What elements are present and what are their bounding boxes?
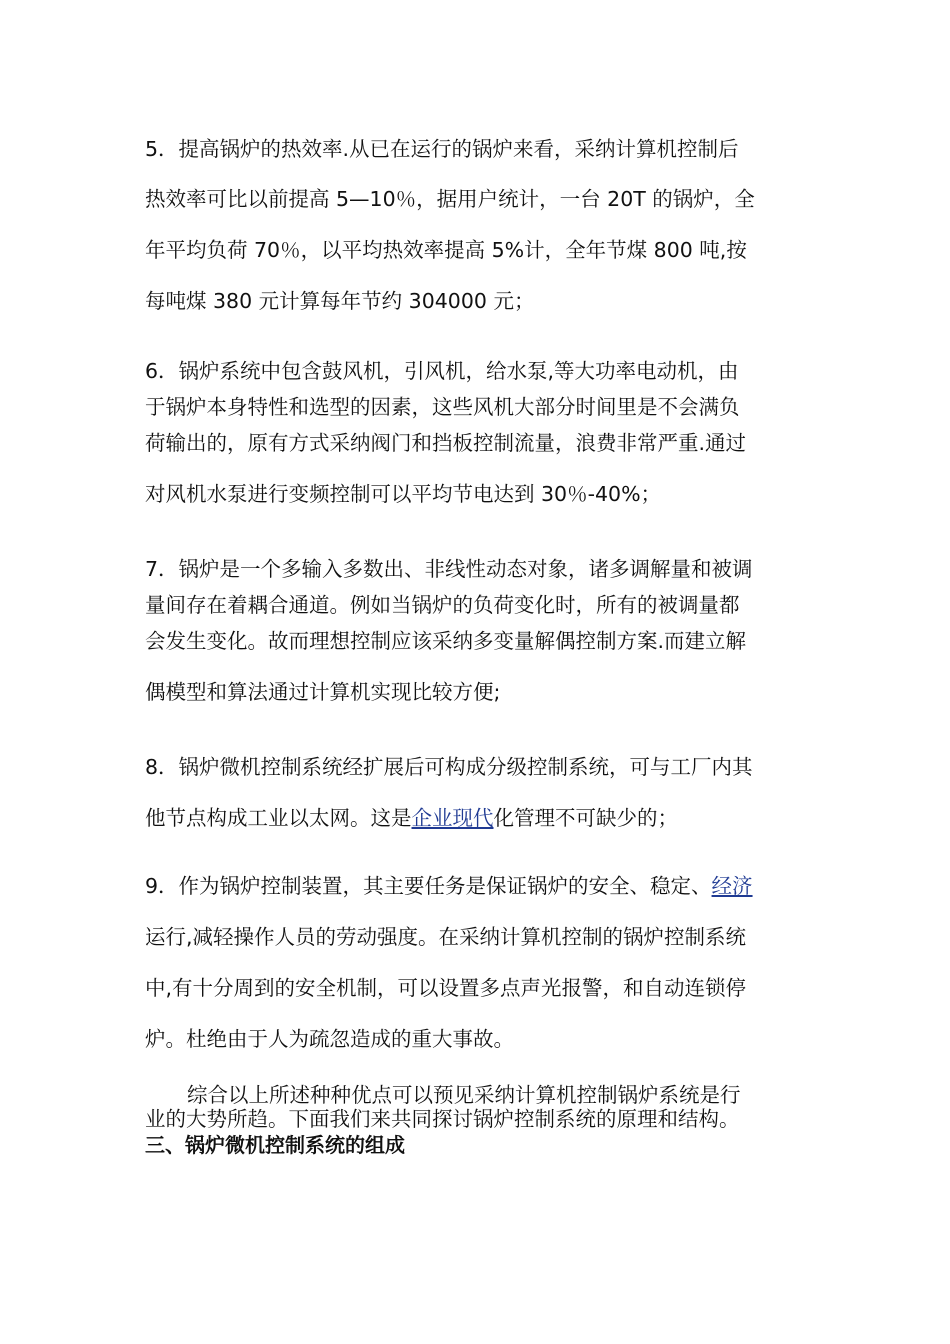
summary-line: 综合以上所述种种优点可以预见采纳计算机控制锅炉系统是行 [187,1083,741,1107]
paragraph-line: 每吨煤 380 元计算每年节约 304000 元； [145,289,535,313]
paragraph-line: 偶模型和算法通过计算机实现比较方便; [145,680,501,704]
paragraph-item-9 [145,874,810,1051]
paragraph-line: 对风机水泵进行变频控制可以平均节电达到 30％-40%； [145,482,662,506]
paragraph-line [145,874,810,898]
paragraph-line: 运行,减轻操作人员的劳动强度。在采纳计算机控制的锅炉控制系统 [145,925,747,949]
paragraph-item-8 [145,755,810,830]
paragraph-line: 7．锅炉是一个多输入多数出、非线性动态对象，诸多调解量和被调 [145,557,753,581]
section-heading: 三、锅炉微机控制系统的组成 [145,1133,405,1157]
economy-link[interactable]: 经济 [711,874,753,898]
paragraph-line: 6．锅炉系统中包含鼓风机，引风机，给水泵,等大功率电动机，由 [145,359,739,383]
summary-paragraph [145,1083,810,1131]
line-text: 化管理不可缺少的； [493,806,678,830]
line-text: 他节点构成工业以太网。这是 [145,806,412,830]
paragraph-line: 炉。杜绝由于人为疏忽造成的重大事故。 [145,1027,514,1051]
paragraph-line: 5．提高锅炉的热效率.从已在运行的锅炉来看，采纳计算机控制后 [145,137,739,161]
paragraph-line: 中,有十分周到的安全机制，可以设置多点声光报警，和自动连锁停 [145,976,747,1000]
modern-enterprise-link[interactable]: 企业现代 [411,806,494,830]
paragraph-line: 热效率可比以前提高 5—10％，据用户统计，一台 20T 的锅炉，全 [145,187,755,211]
line-text: 9．作为锅炉控制装置，其主要任务是保证锅炉的安全、稳定、 [145,874,712,898]
paragraph-item-7 [145,557,810,704]
paragraph-line: 年平均负荷 70％，以平均热效率提高 5%计，全年节煤 800 吨,按 [145,238,747,262]
paragraph-line: 荷输出的，原有方式采纳阀门和挡板控制流量，浪费非常严重.通过 [145,431,747,455]
paragraph-line: 量间存在着耦合通道。例如当锅炉的负荷变化时，所有的被调量都 [145,593,740,617]
paragraph-line: 于锅炉本身特性和选型的因素，这些风机大部分时间里是不会满负 [145,395,740,419]
paragraph-item-5 [145,137,810,313]
paragraph-line [145,806,810,830]
paragraph-item-6 [145,359,810,506]
paragraph-line: 会发生变化。故而理想控制应该采纳多变量解偶控制方案.而建立解 [145,629,747,653]
paragraph-line: 8．锅炉微机控制系统经扩展后可构成分级控制系统，可与工厂内其 [145,755,753,779]
summary-line: 业的大势所趋。下面我们来共同探讨锅炉控制系统的原理和结构。 [145,1107,740,1131]
